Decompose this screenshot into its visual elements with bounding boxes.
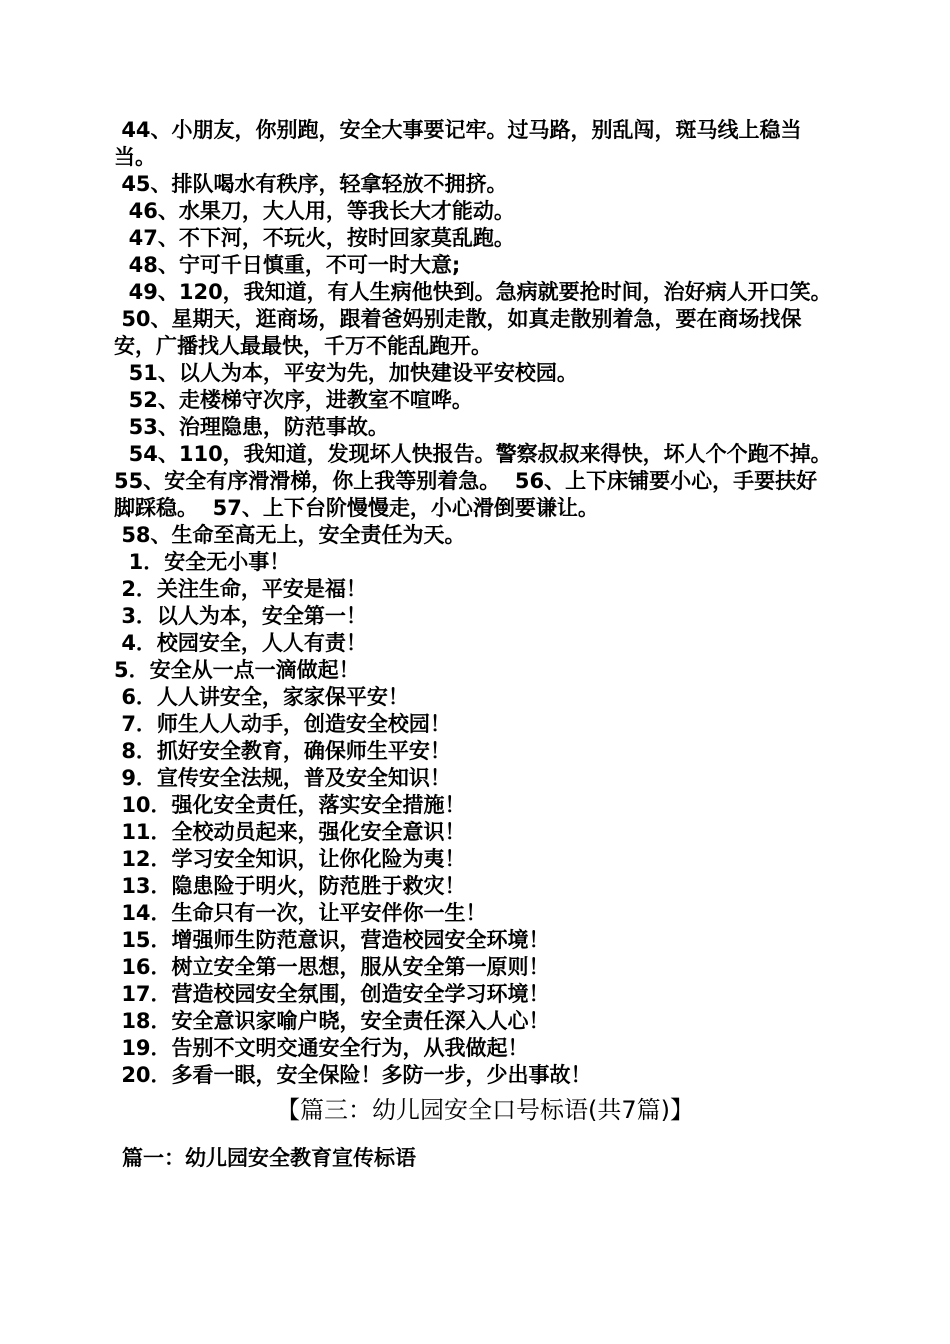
section-heading: 【篇三：幼儿园安全口号标语(共7篇)】 [276, 1096, 694, 1124]
document-body [114, 117, 847, 1172]
slogan-line: 10．强化安全责任，落实安全措施！ [114, 793, 466, 817]
slogan-line: 8．抓好安全教育，确保师生平安！ [114, 739, 451, 763]
slogan-line: 46、水果刀，大人用，等我长大才能动。 [114, 199, 515, 223]
slogan-line: 9．宣传安全法规，普及安全知识！ [114, 766, 451, 790]
slogan-line: 48、宁可千日慎重，不可一时大意; [114, 253, 461, 277]
slogan-line: 58、生命至高无上，安全责任为天。 [114, 523, 466, 547]
slogan-line: 1．安全无小事！ [114, 550, 291, 574]
section-subheading: 篇一：幼儿园安全教育宣传标语 [122, 1146, 416, 1170]
slogan-line: 11．全校动员起来，强化安全意识！ [114, 820, 466, 844]
slogan-line: 50、星期天，逛商场，跟着爸妈别走散，如真走散别着急，要在商场找保安，广播找人最最快，千万不能乱跑开。 [114, 307, 802, 358]
slogan-line: 4．校园安全，人人有责！ [114, 631, 367, 655]
slogan-line: 44、小朋友，你别跑，安全大事要记牢。过马路，别乱闯，斑马线上稳当当。 [114, 118, 802, 169]
slogan-line: 20．多看一眼，安全保险！多防一步，少出事故！ [114, 1063, 592, 1087]
slogan-line: 14．生命只有一次，让平安伴你一生！ [114, 901, 487, 925]
slogan-line: 16．树立安全第一思想，服从安全第一原则！ [114, 955, 550, 979]
slogan-line: 52、走楼梯守次序，进教室不喧哗。 [114, 388, 473, 412]
slogan-line: 53、治理隐患，防范事故。 [114, 415, 389, 439]
slogan-line: 51、以人为本，平安为先，加快建设平安校园。 [114, 361, 578, 385]
slogan-line: 47、不下河，不玩火，按时回家莫乱跑。 [114, 226, 515, 250]
slogan-line: 15．增强师生防范意识，营造校园安全环境！ [114, 928, 550, 952]
slogan-line: 6．人人讲安全，家家保平安！ [114, 685, 409, 709]
slogan-line: 7．师生人人动手，创造安全校园！ [114, 712, 451, 736]
slogan-line: 13．隐患险于明火，防范胜于救灾！ [114, 874, 466, 898]
slogan-line: 5．安全从一点一滴做起！ [114, 658, 360, 682]
slogan-line: 45、排队喝水有秩序，轻拿轻放不拥挤。 [114, 172, 508, 196]
slogan-line: 49、120，我知道，有人生病他快到。急病就要抢时间，治好病人开口笑。 [114, 280, 832, 304]
slogan-line: 12．学习安全知识，让你化险为夷！ [114, 847, 466, 871]
slogan-line: 3．以人为本，安全第一！ [114, 604, 367, 628]
slogan-line: 18．安全意识家喻户晓，安全责任深入人心！ [114, 1009, 550, 1033]
slogan-line: 17．营造校园安全氛围，创造安全学习环境！ [114, 982, 550, 1006]
slogan-line: 2．关注生命，平安是福！ [114, 577, 367, 601]
slogan-line: 54、110，我知道，发现坏人快报告。警察叔叔来得快，坏人个个跑不掉。 55、安全有序滑滑梯，你上我等别着急。 56、上下床铺要小心，手要扶好脚踩稳。 57、上下台阶慢慢走，小心滑倒要谦让。 [114, 442, 847, 520]
slogan-line: 19．告别不文明交通安全行为，从我做起！ [114, 1036, 529, 1060]
